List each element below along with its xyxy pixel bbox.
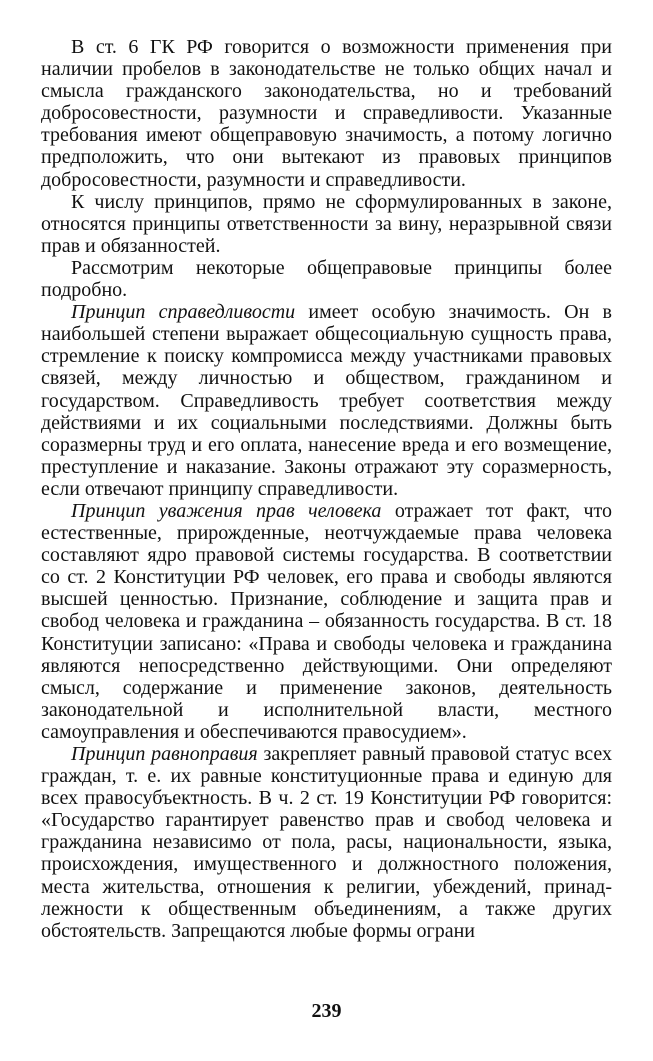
- paragraph-human-rights: [41, 500, 612, 743]
- paragraph-text: имеет особую значимость. Он в наибольшей степени выражает общесоциальную сущность права, стремление к поиску компромисса между участниками правовых связей, между личностью и обществом, гражданином и государством. Справедливость требует соответствия между действиями и их социальными последствиями. Должны быть соразмерны труд и его оплата, нанесение вреда и его возмещение, преступление и наказание. Законы отражают эту соразмерность, если отвечают принципу справедливости.: [41, 301, 612, 500]
- paragraph-article-6: [41, 36, 612, 191]
- principle-term: Принцип уважения прав человека: [71, 499, 382, 522]
- paragraph-text: Рассмотрим некоторые общеправовые принципы более подробно.: [41, 256, 612, 302]
- page-number: 239: [311, 1000, 342, 1022]
- paragraph-text: отражает тот факт, что естественные, прирожденные, неотчуждаемые права человека составляют ядро правовой системы государства. В соответствии со ст. 2 Конституции РФ человек, его права и свободы являются высшей ценностью. Признание, соблюдение и защита прав и свобод человека и гражданина – обязанность государства. В ст. 18 Конституции записано: «Права и свободы человека и гражданина являются непосредственно действующими. Они определяют смысл, содержание и применение законов, деятельность законодательной и исполнительной власти, местного самоуправления и обеспечиваются правосудием».: [41, 499, 612, 743]
- paragraph-text: В ст. 6 ГК РФ говорится о возможности применения при наличии пробелов в законодательстве не только общих начал и смысла гражданского законодательства, но и требований добросовестности, разумности и справедливости. Указанные требования имеют общеправовую значимость, а потому логично предположить, что они вытекают из правовых принципов добросовестности, разумности и справедливости.: [41, 36, 612, 191]
- paragraph-intro: [41, 257, 612, 301]
- paragraph-text: закрепляет равный правовой статус всех граждан, т. е. их равные конституционные права и единую для всех правосубъектность. В ч. 2 ст. 19 Конституции РФ говорится: «Государство гарантирует равенство прав и свобод человека и гражданина независимо от пола, расы, национальности, языка, происхождения, имущественного и должностного положения, места жительства, отношения к религии, убеждений, принадлежности к общественным объединениям, а также других обстоятельств. Запрещаются любые формы ограни: [41, 743, 612, 942]
- page-body: [41, 36, 612, 942]
- paragraph-unwritten-principles: [41, 191, 612, 257]
- paragraph-justice: [41, 301, 612, 500]
- paragraph-text: К числу принципов, прямо не сформулированных в законе, относятся принципы ответственности за вину, неразрывной связи прав и обязанностей.: [41, 190, 612, 257]
- paragraph-equality: [41, 743, 612, 942]
- principle-term: Принцип равноправия: [71, 743, 258, 765]
- principle-term: Принцип справедливости: [71, 301, 296, 324]
